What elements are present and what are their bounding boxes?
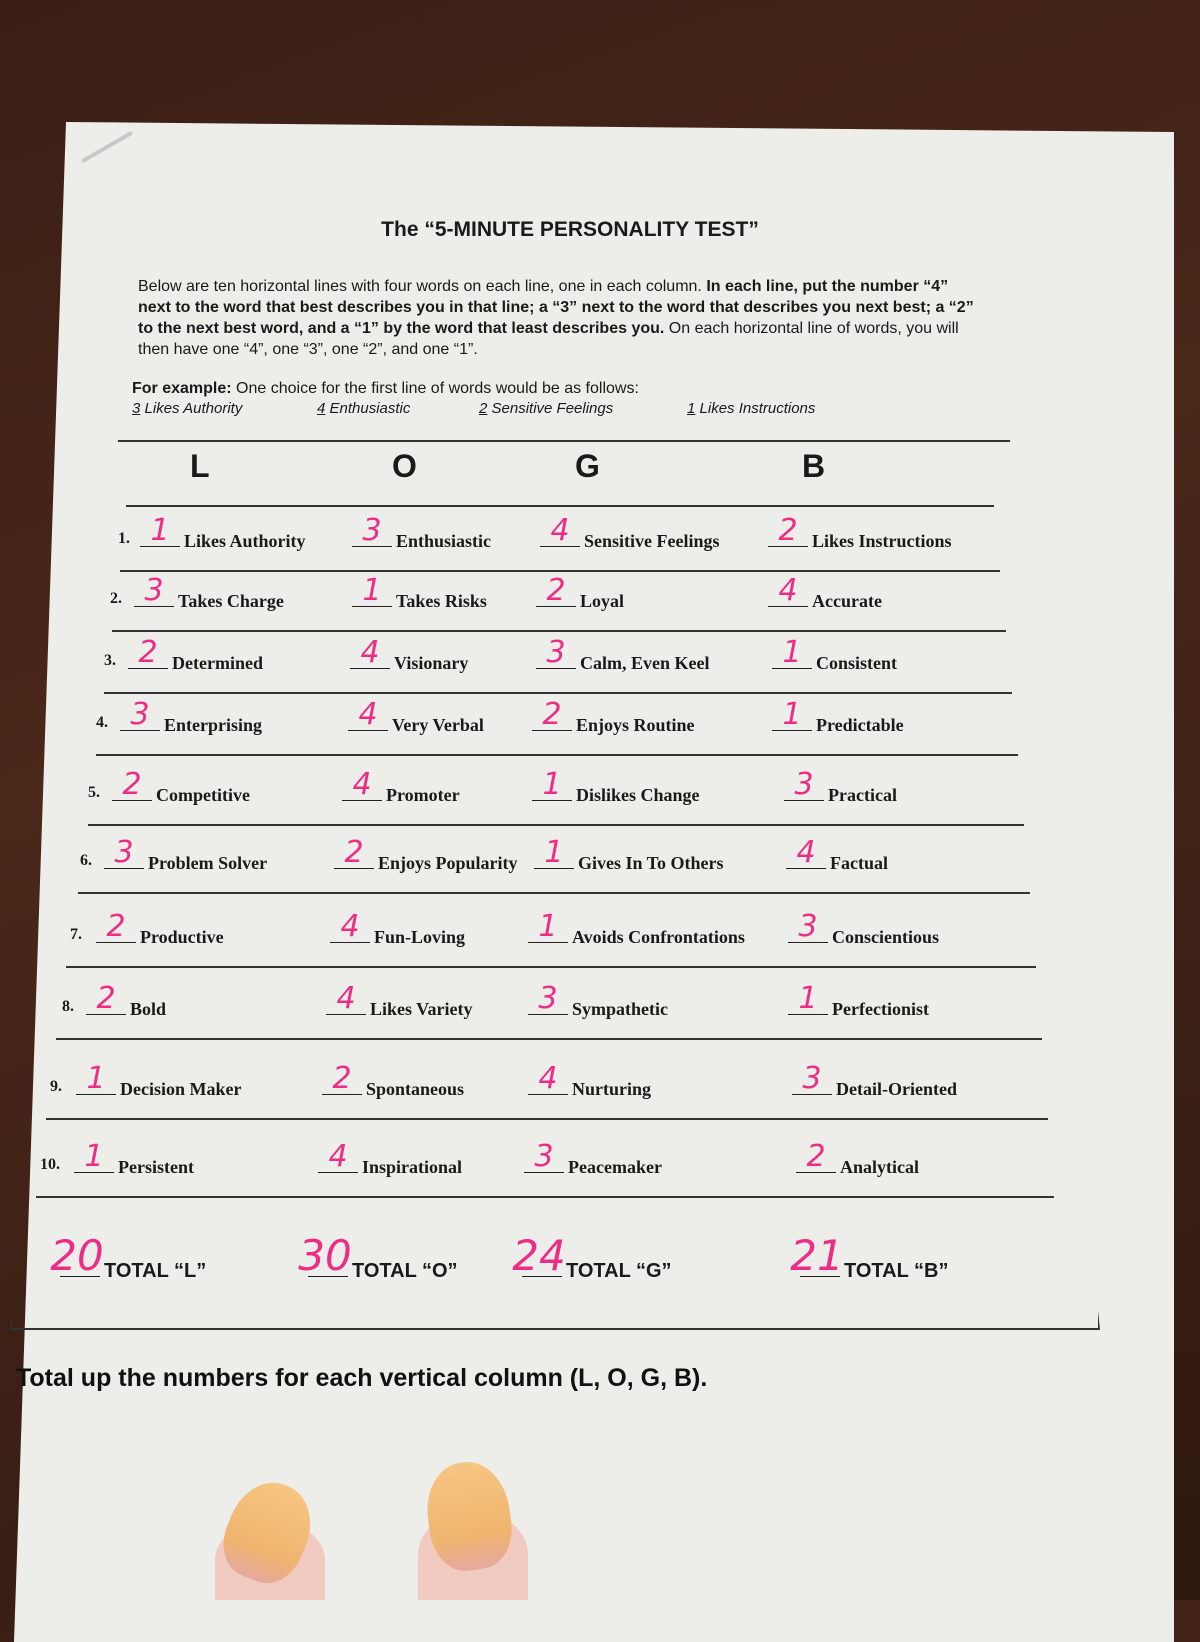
- trait-word: Fun-Loving: [374, 927, 466, 947]
- answer-blank[interactable]: [528, 1061, 568, 1096]
- trait-word: Practical: [828, 785, 897, 805]
- answer-blank[interactable]: [330, 909, 370, 944]
- instructions-text-2: On each horizontal line of words, you will then have one “4”, one “3”, one “2”, and one “1”.: [138, 320, 959, 358]
- trait-word: Competitive: [156, 785, 250, 805]
- example-word: Likes Instructions: [699, 400, 816, 417]
- row-number: 1.: [118, 530, 130, 547]
- row-number: 3.: [104, 652, 116, 669]
- answer-cell: [350, 635, 469, 674]
- row-divider: [66, 966, 1036, 968]
- handwritten-score: 4: [538, 1061, 558, 1096]
- answer-blank[interactable]: [334, 835, 374, 870]
- answer-cell: [140, 513, 306, 552]
- answer-cell: [772, 697, 904, 736]
- trait-word: Enterprising: [164, 715, 263, 735]
- answer-blank[interactable]: [74, 1139, 114, 1174]
- answer-cell: [96, 909, 224, 948]
- total-o: [298, 1231, 458, 1283]
- answer-cell: [326, 981, 473, 1020]
- trait-word: Dislikes Change: [576, 785, 700, 805]
- example-row: [132, 400, 992, 417]
- trait-word: Inspirational: [362, 1157, 463, 1177]
- answer-blank[interactable]: [788, 909, 828, 944]
- row-number: 4.: [96, 714, 108, 731]
- answer-blank[interactable]: [120, 697, 160, 732]
- row-divider: [88, 824, 1024, 826]
- answer-cell: [352, 513, 492, 552]
- trait-word: Likes Authority: [184, 531, 306, 551]
- handwritten-score: 2: [138, 635, 158, 670]
- answer-blank[interactable]: [352, 513, 392, 548]
- answer-blank[interactable]: [540, 513, 580, 548]
- answer-blank[interactable]: [326, 981, 366, 1016]
- trait-word: Sensitive Feelings: [584, 531, 720, 551]
- answer-cell: [534, 835, 724, 874]
- instructions-bold: In each line, put the number “4” next to the word that best describes you in that line; a “3” next to the word that describes you next best; a “2” to the next best word, and a “1” by the word that least describes you.: [138, 278, 974, 337]
- answer-cell: [322, 1061, 465, 1100]
- handwritten-score: 3: [538, 981, 558, 1016]
- total-value-g: 24: [512, 1231, 566, 1280]
- answer-cell: [128, 635, 263, 674]
- example-word: Likes Authority: [144, 400, 243, 417]
- row-divider: [112, 630, 1006, 632]
- handwritten-score: 4: [550, 513, 570, 548]
- handwritten-score: 3: [362, 513, 382, 548]
- instructions: [138, 276, 978, 360]
- trait-word: Factual: [830, 853, 888, 873]
- trait-word: Very Verbal: [392, 715, 484, 735]
- example-num: 3: [132, 400, 141, 417]
- example-num: 4: [317, 400, 326, 417]
- handwritten-score: 3: [130, 697, 150, 732]
- answer-blank[interactable]: [86, 981, 126, 1016]
- example-item: [687, 400, 887, 417]
- answer-cell: [528, 909, 745, 948]
- answer-cell: [768, 573, 882, 612]
- trait-word: Likes Instructions: [812, 531, 952, 551]
- answer-cell: [532, 697, 695, 736]
- answer-cell: [352, 573, 487, 612]
- answer-cell: [788, 981, 929, 1020]
- row-number: 6.: [80, 852, 92, 869]
- answer-cell: [796, 1139, 919, 1178]
- handwritten-score: 2: [546, 573, 566, 608]
- trait-word: Enthusiastic: [396, 531, 492, 551]
- answer-cell: [318, 1139, 463, 1178]
- handwritten-score: 1: [544, 835, 564, 870]
- trait-word: Likes Variety: [370, 999, 473, 1019]
- answer-cell: [536, 573, 625, 612]
- example-text: One choice for the first line of words would be as follows:: [236, 380, 639, 397]
- answer-blank[interactable]: [532, 697, 572, 732]
- row-divider: [96, 754, 1018, 756]
- trait-word: Enjoys Popularity: [378, 853, 518, 873]
- trait-word: Spontaneous: [366, 1079, 465, 1099]
- answer-cell: [788, 909, 940, 948]
- answer-cell: [134, 573, 284, 612]
- handwritten-score: 4: [336, 981, 356, 1016]
- trait-word: Loyal: [580, 591, 625, 611]
- total-g: [512, 1231, 672, 1283]
- trait-word: Accurate: [812, 591, 882, 611]
- column-header-g: G: [575, 448, 600, 484]
- answer-blank[interactable]: [348, 697, 388, 732]
- answer-blank[interactable]: [786, 835, 826, 870]
- answer-blank[interactable]: [532, 767, 572, 802]
- total-blank[interactable]: [512, 1231, 566, 1280]
- footer-instruction: Total up the numbers for each vertical column (L, O, G, B).: [16, 1364, 708, 1392]
- row-number: 8.: [62, 998, 74, 1015]
- answer-blank[interactable]: [536, 635, 576, 670]
- column-header-o: O: [392, 448, 417, 484]
- handwritten-score: 3: [114, 835, 134, 870]
- answer-blank[interactable]: [322, 1061, 362, 1096]
- trait-word: Productive: [140, 927, 224, 947]
- page-title: The “5-MINUTE PERSONALITY TEST”: [381, 218, 759, 241]
- total-blank[interactable]: [50, 1231, 104, 1280]
- handwritten-score: 3: [794, 767, 814, 802]
- handwritten-score: 1: [782, 697, 802, 732]
- handwritten-score: 3: [534, 1139, 554, 1174]
- answer-blank[interactable]: [768, 573, 808, 608]
- answer-blank[interactable]: [96, 909, 136, 944]
- total-value-b: 21: [790, 1231, 844, 1280]
- answer-blank[interactable]: [76, 1061, 116, 1096]
- answer-blank[interactable]: [528, 909, 568, 944]
- answer-cell: [112, 767, 250, 806]
- header-divider: [126, 505, 994, 507]
- answer-cell: [528, 981, 668, 1020]
- handwritten-score: 3: [798, 909, 818, 944]
- trait-word: Visionary: [394, 653, 469, 673]
- total-label-b: TOTAL “B”: [844, 1260, 949, 1282]
- answer-blank[interactable]: [792, 1061, 832, 1096]
- example-label: For example:: [132, 380, 232, 397]
- handwritten-score: 4: [796, 835, 816, 870]
- answer-blank[interactable]: [788, 981, 828, 1016]
- trait-word: Bold: [130, 999, 167, 1019]
- trait-word: Peacemaker: [568, 1157, 662, 1177]
- answer-cell: [74, 1139, 194, 1178]
- answer-blank[interactable]: [342, 767, 382, 802]
- handwritten-score: 3: [546, 635, 566, 670]
- trait-word: Detail-Oriented: [836, 1079, 957, 1099]
- row-number: 7.: [70, 926, 82, 943]
- answer-blank[interactable]: [352, 573, 392, 608]
- answer-cell: [536, 635, 710, 674]
- total-blank[interactable]: [790, 1231, 844, 1280]
- example-item: [479, 400, 687, 417]
- trait-word: Avoids Confrontations: [572, 927, 745, 947]
- trait-word: Takes Charge: [178, 591, 284, 611]
- answer-cell: [330, 909, 466, 948]
- column-header-b: B: [802, 448, 826, 484]
- answer-cell: [532, 767, 700, 806]
- handwritten-score: 4: [360, 635, 380, 670]
- answer-blank[interactable]: [524, 1139, 564, 1174]
- row-number: 2.: [110, 590, 122, 607]
- total-value-l: 20: [50, 1231, 104, 1280]
- trait-word: Problem Solver: [148, 853, 268, 873]
- handwritten-score: 1: [362, 573, 382, 608]
- answer-cell: [334, 835, 518, 874]
- answer-cell: [528, 1061, 652, 1100]
- answer-blank[interactable]: [784, 767, 824, 802]
- total-label-l: TOTAL “L”: [104, 1260, 207, 1282]
- answer-blank[interactable]: [536, 573, 576, 608]
- example-item: [132, 400, 317, 417]
- handwritten-score: 2: [332, 1061, 352, 1096]
- answer-cell: [86, 981, 167, 1020]
- answer-blank[interactable]: [350, 635, 390, 670]
- answer-blank[interactable]: [796, 1139, 836, 1174]
- handwritten-score: 1: [798, 981, 818, 1016]
- example-num: 2: [479, 400, 488, 417]
- total-label-g: TOTAL “G”: [566, 1260, 672, 1282]
- row-number: 5.: [88, 784, 100, 801]
- trait-word: Promoter: [386, 785, 460, 805]
- total-label-o: TOTAL “O”: [352, 1260, 458, 1282]
- trait-word: Analytical: [840, 1157, 919, 1177]
- answer-cell: [120, 697, 263, 736]
- instructions-text-1: Below are ten horizontal lines with four words on each line, one in each column.: [138, 278, 707, 295]
- row-divider: [104, 692, 1012, 694]
- trait-word: Calm, Even Keel: [580, 653, 710, 673]
- example-item: [317, 400, 479, 417]
- total-b: [790, 1231, 949, 1283]
- answer-blank[interactable]: [140, 513, 180, 548]
- handwritten-score: 1: [542, 767, 562, 802]
- answer-cell: [524, 1139, 662, 1178]
- handwritten-score: 2: [96, 981, 116, 1016]
- answer-cell: [784, 767, 897, 806]
- handwritten-score: 4: [352, 767, 372, 802]
- trait-word: Perfectionist: [832, 999, 929, 1019]
- answer-cell: [76, 1061, 242, 1100]
- handwritten-score: 1: [538, 909, 558, 944]
- row-number: 10.: [40, 1156, 60, 1173]
- trait-word: Consistent: [816, 653, 898, 673]
- example-word: Enthusiastic: [329, 400, 411, 417]
- answer-blank[interactable]: [528, 981, 568, 1016]
- trait-word: Persistent: [118, 1157, 194, 1177]
- total-value-o: 30: [298, 1231, 352, 1280]
- row-divider: [56, 1038, 1042, 1040]
- handwritten-score: 4: [358, 697, 378, 732]
- handwritten-score: 4: [340, 909, 360, 944]
- trait-word: Sympathetic: [572, 999, 668, 1019]
- handwritten-score: 3: [144, 573, 164, 608]
- trait-word: Nurturing: [572, 1079, 652, 1099]
- handwritten-score: 3: [802, 1061, 822, 1096]
- answer-cell: [772, 635, 898, 674]
- answer-blank[interactable]: [772, 635, 812, 670]
- trait-word: Predictable: [816, 715, 904, 735]
- answer-cell: [104, 835, 268, 874]
- handwritten-score: 2: [778, 513, 798, 548]
- total-blank[interactable]: [298, 1231, 352, 1280]
- handwritten-score: 1: [86, 1061, 106, 1096]
- handwritten-score: 4: [328, 1139, 348, 1174]
- handwritten-score: 2: [122, 767, 142, 802]
- row-divider: [46, 1118, 1048, 1120]
- answer-blank[interactable]: [112, 767, 152, 802]
- column-header-l: L: [190, 448, 210, 484]
- handwritten-score: 2: [106, 909, 126, 944]
- answer-blank[interactable]: [104, 835, 144, 870]
- trait-word: Takes Risks: [396, 591, 487, 611]
- answer-cell: [348, 697, 484, 736]
- answer-blank[interactable]: [134, 573, 174, 608]
- row-number: 9.: [50, 1078, 62, 1095]
- trait-word: Gives In To Others: [578, 853, 724, 873]
- trait-word: Enjoys Routine: [576, 715, 695, 735]
- handwritten-score: 2: [806, 1139, 826, 1174]
- answer-cell: [792, 1061, 957, 1100]
- example-word: Sensitive Feelings: [491, 400, 614, 417]
- example-block: [132, 380, 992, 417]
- answer-cell: [768, 513, 952, 552]
- trait-word: Decision Maker: [120, 1079, 242, 1099]
- handwritten-score: 1: [84, 1139, 104, 1174]
- answer-blank[interactable]: [772, 697, 812, 732]
- answer-cell: [342, 767, 460, 806]
- example-num: 1: [687, 400, 696, 417]
- total-l: [50, 1231, 207, 1283]
- handwritten-score: 1: [782, 635, 802, 670]
- trait-word: Determined: [172, 653, 263, 673]
- answer-blank[interactable]: [768, 513, 808, 548]
- answer-cell: [786, 835, 888, 874]
- row-divider: [36, 1196, 1054, 1198]
- answer-cell: [540, 513, 720, 552]
- answer-blank[interactable]: [128, 635, 168, 670]
- handwritten-score: 2: [344, 835, 364, 870]
- handwritten-score: 2: [542, 697, 562, 732]
- answer-blank[interactable]: [318, 1139, 358, 1174]
- trait-word: Conscientious: [832, 927, 940, 947]
- handwritten-score: 4: [778, 573, 798, 608]
- row-divider: [120, 570, 1000, 572]
- handwritten-score: 1: [150, 513, 170, 548]
- answer-blank[interactable]: [534, 835, 574, 870]
- row-divider: [78, 892, 1030, 894]
